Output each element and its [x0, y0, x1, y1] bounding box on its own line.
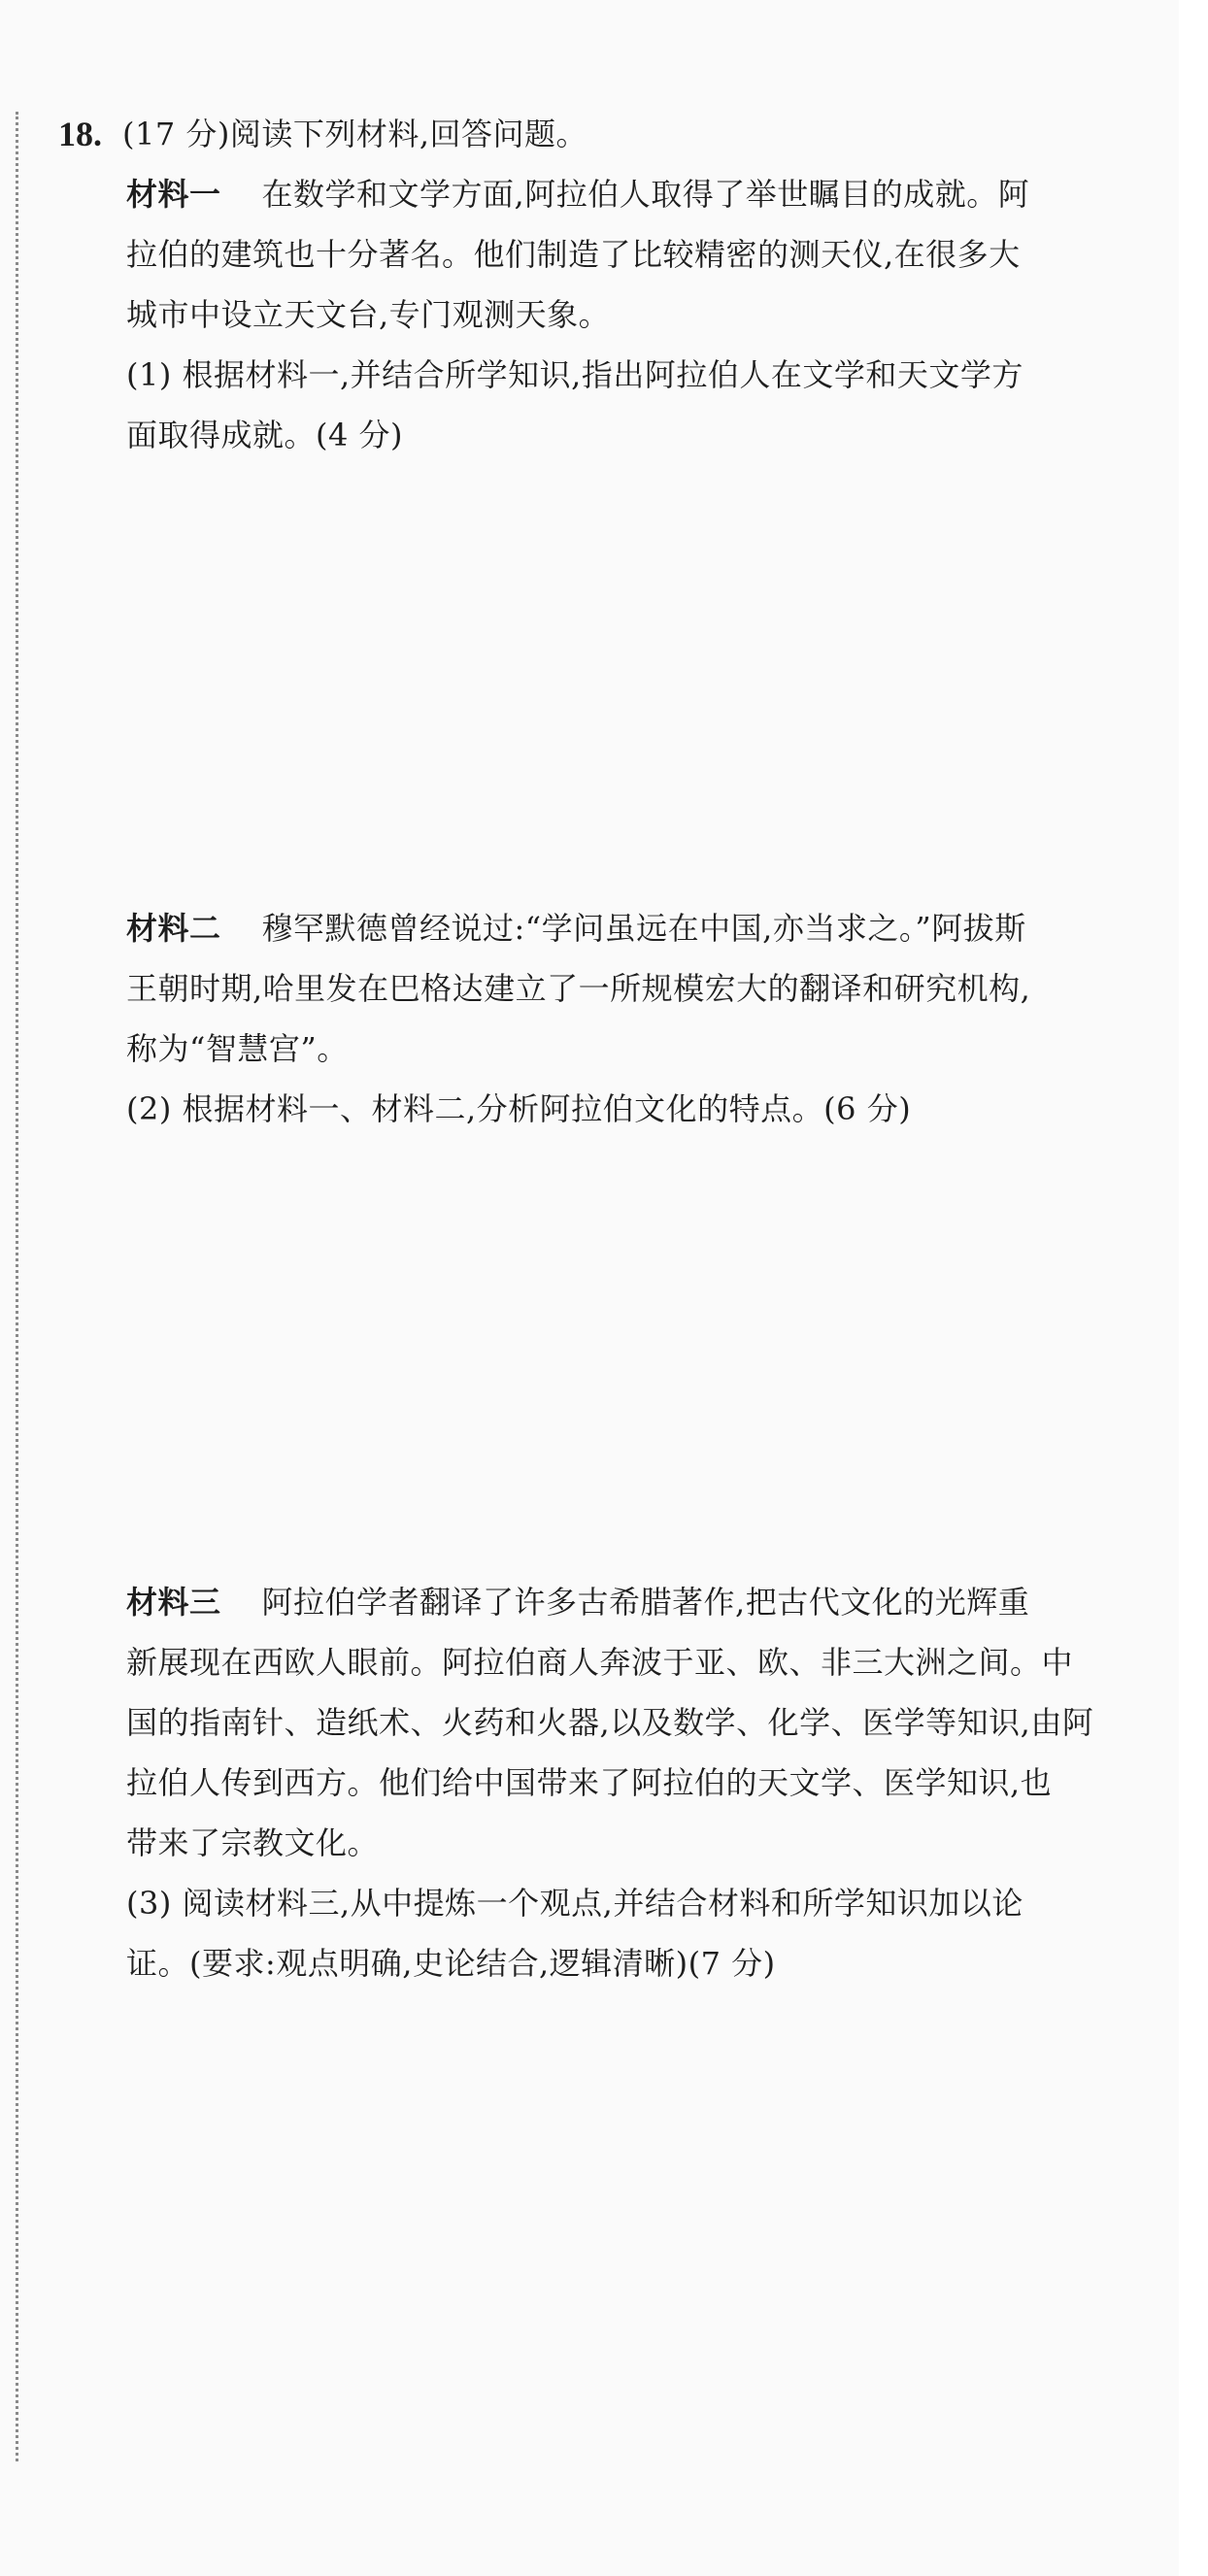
material3-label: 材料三	[126, 1584, 221, 1621]
material1-text-1: 在数学和文学方面,阿拉伯人取得了举世瞩目的成就。阿	[261, 176, 1030, 213]
material3-text-1: 阿拉伯学者翻译了许多古希腊著作,把古代文化的光辉重	[261, 1584, 1030, 1621]
material2-text-1: 穆罕默德曾经说过:“学问虽远在中国,亦当求之。”阿拔斯	[261, 910, 1026, 947]
material3-line-2: 新展现在西欧人眼前。阿拉伯商人奔波于亚、欧、非三大洲之间。中	[126, 1644, 1074, 1681]
binding-dotted-rule	[16, 112, 18, 2461]
material2-line-1	[126, 903, 1026, 953]
subquestion2-line-1: (2) 根据材料一、材料二,分析阿拉伯文化的特点。(6 分)	[126, 1090, 912, 1127]
material3-line-3: 国的指南针、造纸术、火药和火器,以及数学、化学、医学等知识,由阿	[126, 1704, 1094, 1741]
subquestion3-line-2: 证。(要求:观点明确,史论结合,逻辑清晰)(7 分)	[126, 1945, 776, 1982]
material1-line-3: 城市中设立天文台,专门观测天象。	[126, 296, 611, 333]
material2-label: 材料二	[126, 910, 221, 947]
question-header: (17 分)阅读下列材料,回答问题。	[122, 116, 588, 152]
material1-label: 材料一	[126, 176, 221, 213]
material3-line-5: 带来了宗教文化。	[126, 1824, 380, 1861]
material2-line-2: 王朝时期,哈里发在巴格达建立了一所规模宏大的翻译和研究机构,	[126, 970, 1031, 1007]
subquestion3-line-1: (3) 阅读材料三,从中提炼一个观点,并结合材料和所学知识加以论	[126, 1885, 1023, 1922]
material3-line-4: 拉伯人传到西方。他们给中国带来了阿拉伯的天文学、医学知识,也	[126, 1764, 1053, 1801]
material1-line-2: 拉伯的建筑也十分著名。他们制造了比较精密的测天仪,在很多大	[126, 236, 1021, 273]
subquestion1-line-1: (1) 根据材料一,并结合所学知识,指出阿拉伯人在文学和天文学方	[126, 356, 1023, 393]
question-number: 18.	[58, 115, 102, 153]
material2-line-3: 称为“智慧宫”。	[126, 1030, 349, 1067]
subquestion1-line-2: 面取得成就。(4 分)	[126, 417, 404, 453]
material1-line-1	[126, 169, 1029, 219]
material3-line-1	[126, 1577, 1029, 1627]
